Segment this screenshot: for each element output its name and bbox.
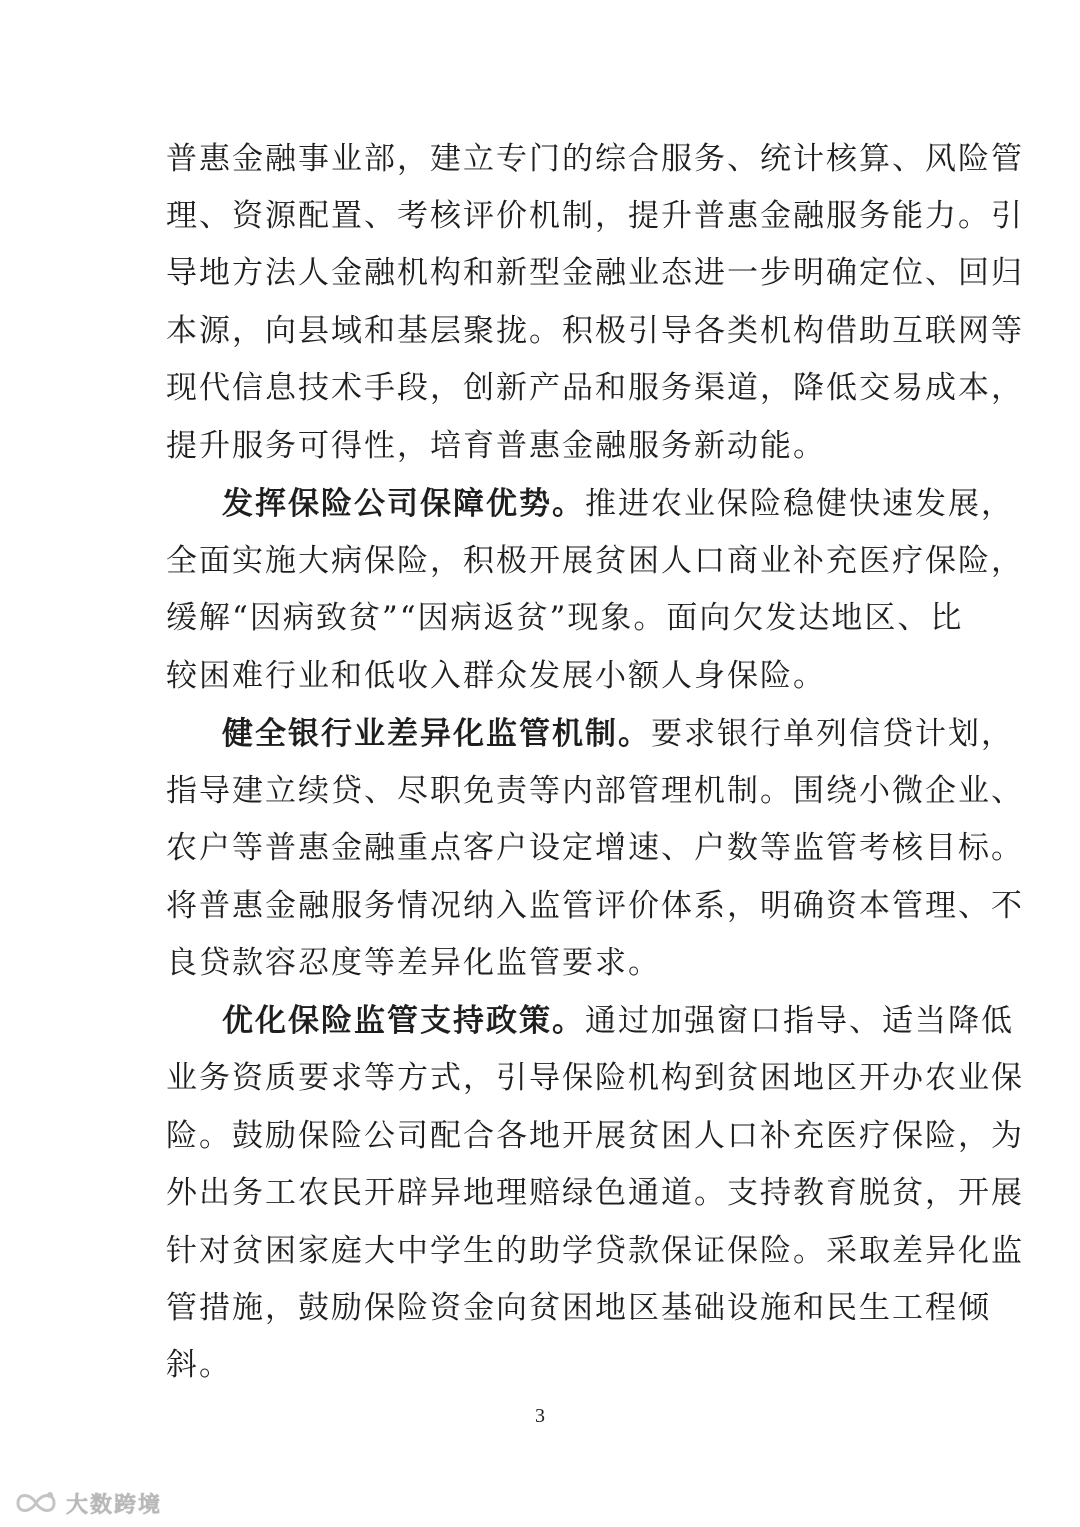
line-text: 全面实施大病保险，积极开展贫困人口商业补充医疗保险， (166, 543, 1024, 579)
paragraph-heading-line (222, 484, 1014, 524)
body-text-line (166, 196, 1024, 236)
body-text-line (166, 1058, 1024, 1098)
body-text-line (166, 311, 1024, 351)
body-text-line (166, 1288, 991, 1328)
line-text: 管措施，鼓励保险资金向贫困地区基础设施和民生工程倾 (166, 1290, 991, 1326)
body-text-line (166, 828, 1024, 868)
line-text: 业务资质要求等方式，引导保险机构到贫困地区开办农业保 (166, 1060, 1024, 1096)
paragraph-lead: 优化保险监管支持政策。 (222, 1003, 585, 1039)
body-text-line (166, 1116, 1024, 1156)
line-text: 将普惠金融服务情况纳入监管评价体系，明确资本管理、不 (166, 888, 1024, 924)
line-text: 通过加强窗口指导、适当降低 (585, 1003, 1014, 1039)
body-text-line (166, 139, 1024, 179)
line-text: 农户等普惠金融重点客户设定增速、户数等监管考核目标。 (166, 830, 1024, 866)
watermark-text: 大数跨境 (66, 1492, 163, 1518)
line-text: 普惠金融事业部，建立专门的综合服务、统计核算、风险管 (166, 141, 1024, 177)
line-text: 缓解“因病致贫”“因病返贫”现象。面向欠发达地区、比 (166, 600, 964, 636)
line-text: 斜。 (166, 1347, 232, 1383)
body-text-line (166, 541, 1024, 581)
paragraph-heading-line (222, 714, 1014, 754)
body-text-line (166, 253, 1024, 293)
line-text: 要求银行单列信贷计划， (651, 716, 1014, 752)
body-text-line (166, 943, 916, 983)
line-text: 指导建立续贷、尽职免责等内部管理机制。围绕小微企业、 (166, 773, 1024, 809)
line-text: 推进农业保险稳健快速发展， (585, 486, 1014, 522)
body-text-line (166, 598, 964, 638)
line-text: 本源，向县域和基层聚拢。积极引导各类机构借助互联网等 (166, 313, 1024, 349)
line-text: 导地方法人金融机构和新型金融业态进一步明确定位、回归 (166, 255, 1024, 291)
paragraph-heading-line (222, 1001, 1014, 1041)
paragraph-lead: 健全银行业差异化监管机制。 (222, 716, 651, 752)
watermark (14, 1486, 162, 1520)
page-number: 3 (535, 1405, 545, 1427)
line-text: 外出务工农民开辟异地理赔绿色通道。支持教育脱贫，开展 (166, 1175, 1024, 1211)
body-text-line (166, 1231, 1024, 1271)
body-text-line (166, 368, 1024, 408)
line-text: 理、资源配置、考核评价机制，提升普惠金融服务能力。引 (166, 198, 1024, 234)
line-text: 提升服务可得性，培育普惠金融服务新动能。 (166, 428, 826, 464)
body-text-line (166, 426, 916, 466)
body-text-line (166, 1173, 1024, 1213)
infinity-loop-icon (14, 1488, 58, 1518)
body-text-line (166, 886, 1024, 926)
body-text-line (166, 656, 916, 696)
line-text: 现代信息技术手段，创新产品和服务渠道，降低交易成本， (166, 370, 1024, 406)
line-text: 险。鼓励保险公司配合各地开展贫困人口补充医疗保险，为 (166, 1118, 1024, 1154)
line-text: 针对贫困家庭大中学生的助学贷款保证保险。采取差异化监 (166, 1233, 1024, 1269)
body-text-line (166, 1345, 916, 1385)
body-text-line (166, 771, 1024, 811)
paragraph-lead: 发挥保险公司保障优势。 (222, 486, 585, 522)
line-text: 良贷款容忍度等差异化监管要求。 (166, 945, 661, 981)
line-text: 较困难行业和低收入群众发展小额人身保险。 (166, 658, 826, 694)
